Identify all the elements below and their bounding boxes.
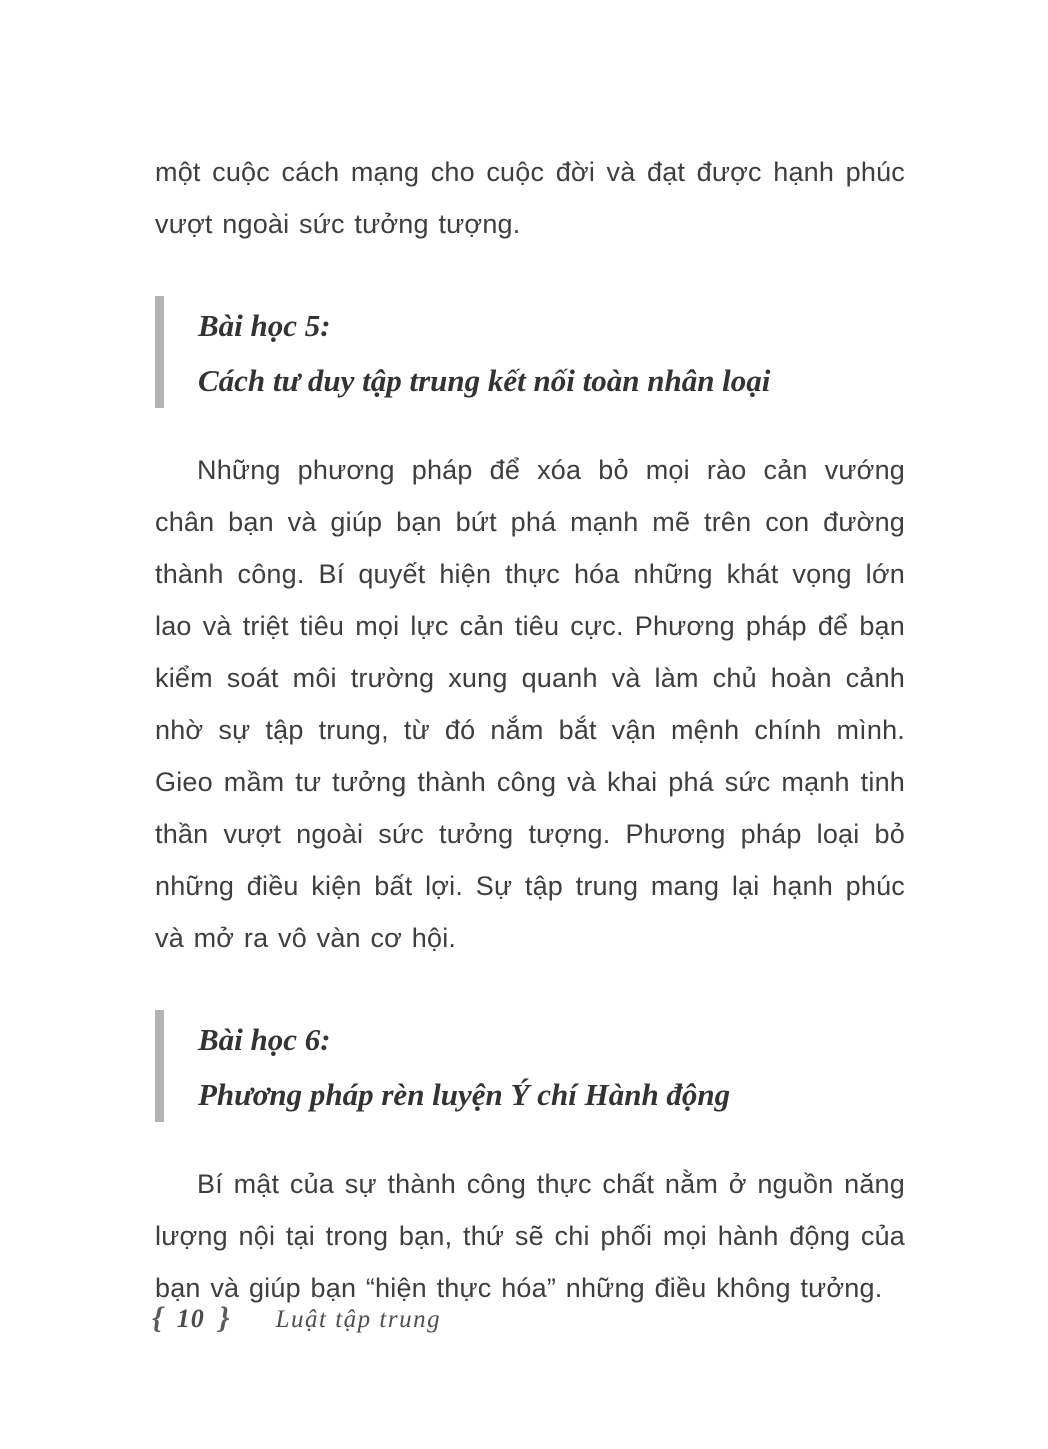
lesson-6-title: Bài học 6:	[198, 1022, 331, 1057]
footer-right-brace: }	[218, 1300, 230, 1335]
heading-accent-bar	[155, 1010, 164, 1122]
lesson-5-subtitle: Cách tư duy tập trung kết nối toàn nhân loại	[198, 363, 771, 398]
heading-accent-bar	[155, 296, 164, 408]
intro-paragraph: một cuộc cách mạng cho cuộc đời và đạt được hạnh phúc vượt ngoài sức tưởng tượng.	[155, 157, 905, 239]
page-footer	[152, 1299, 441, 1335]
lesson-5-heading-text	[198, 296, 770, 408]
footer-book-title: Luật tập trung	[275, 1306, 442, 1333]
lesson-6-paragraph: Bí mật của sự thành công thực chất nằm ở nguồn năng lượng nội tại trong bạn, thứ sẽ chi phối mọi hành động của bạn và giúp bạn “hiện thực hóa” những điều không tưởng.	[155, 1169, 905, 1303]
footer-left-brace: {	[152, 1300, 163, 1335]
page-number: 10	[176, 1304, 205, 1333]
lesson-6-heading-text	[198, 1010, 730, 1122]
lesson-5-paragraph: Những phương pháp để xóa bỏ mọi rào cản vướng chân bạn và giúp bạn bứt phá mạnh mẽ trên con đường thành công. Bí quyết hiện thực hóa những khát vọng lớn lao và triệt tiêu mọi lực cản tiêu cực. Phương pháp để bạn kiểm soát môi trường xung quanh và làm chủ hoàn cảnh nhờ sự tập trung, từ đó nắm bắt vận mệnh chính mình. Gieo mầm tư tưởng thành công và khai phá sức mạnh tinh thần vượt ngoài sức tưởng tượng. Phương pháp loại bỏ những điều kiện bất lợi. Sự tập trung mang lại hạnh phúc và mở ra vô vàn cơ hội.	[155, 455, 905, 953]
lesson-5-title: Bài học 5:	[198, 308, 331, 343]
lesson-5-heading	[155, 296, 905, 408]
lesson-6-subtitle: Phương pháp rèn luyện Ý chí Hành động	[198, 1077, 731, 1112]
lesson-6-heading	[155, 1010, 905, 1122]
